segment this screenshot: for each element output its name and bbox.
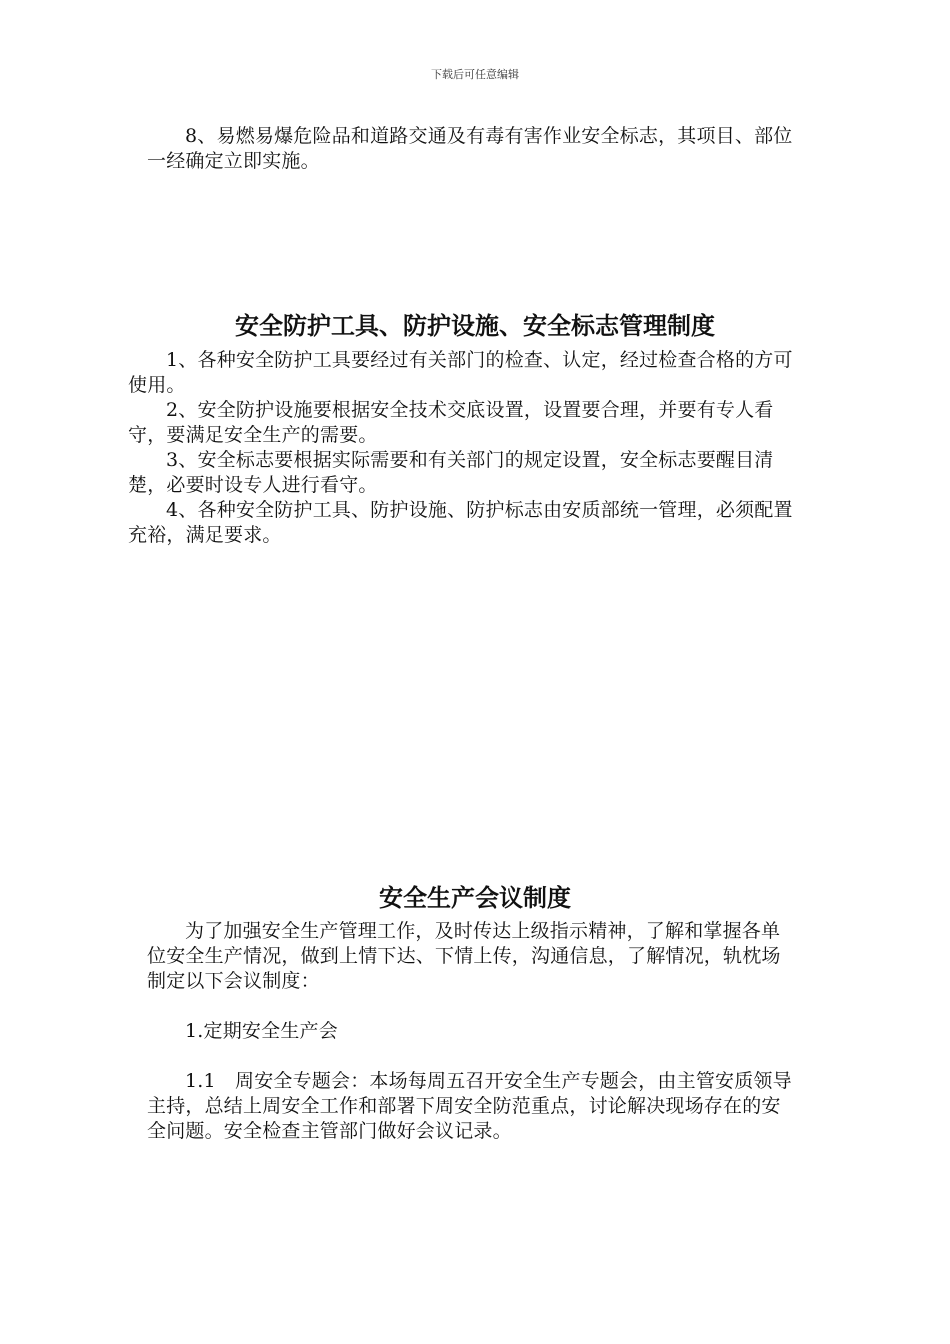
paragraph-intro: 为了加强安全生产管理工作，及时传达上级指示精神，了解和掌握各单位安全生产情况，做到上情下达、下情上传，沟通信息，了解情况，轨枕场制定以下会议制度： bbox=[147, 920, 781, 992]
paragraph-item-2: 2、安全防护设施要根据安全技术交底设置，设置要合理，并要有专人看守，要满足安全生产的需要。 bbox=[128, 399, 774, 446]
section-3-title: 安全生产会议制度 bbox=[379, 884, 571, 912]
section-1 bbox=[147, 124, 807, 174]
spacer bbox=[147, 1044, 797, 1069]
subheading-1: 1.定期安全生产会 bbox=[185, 1020, 338, 1042]
section-2 bbox=[128, 348, 808, 548]
paragraph-item-1: 1、各种安全防护工具要经过有关部门的检查、认定，经过检查合格的方可使用。 bbox=[128, 349, 793, 396]
spacer bbox=[147, 994, 797, 1019]
paragraph-item-4: 4、各种安全防护工具、防护设施、防护标志由安质部统一管理，必须配置充裕，满足要求。 bbox=[128, 499, 793, 546]
page-header: 下载后可任意编辑 bbox=[431, 68, 519, 81]
paragraph-item-3: 3、安全标志要根据实际需要和有关部门的规定设置，安全标志要醒目清楚，必要时设专人进行看守。 bbox=[128, 449, 774, 496]
paragraph-item-8: 8、易燃易爆危险品和道路交通及有毒有害作业安全标志，其项目、部位一经确定立即实施。 bbox=[147, 125, 793, 172]
section-3 bbox=[147, 919, 797, 1144]
paragraph-item-1-1: 1.1 周安全专题会：本场每周五召开安全生产专题会，由主管安质领导主持，总结上周安全工作和部署下周安全防范重点，讨论解决现场存在的安全问题。安全检查主管部门做好会议记录。 bbox=[147, 1070, 792, 1142]
section-2-title: 安全防护工具、防护设施、安全标志管理制度 bbox=[235, 312, 715, 340]
